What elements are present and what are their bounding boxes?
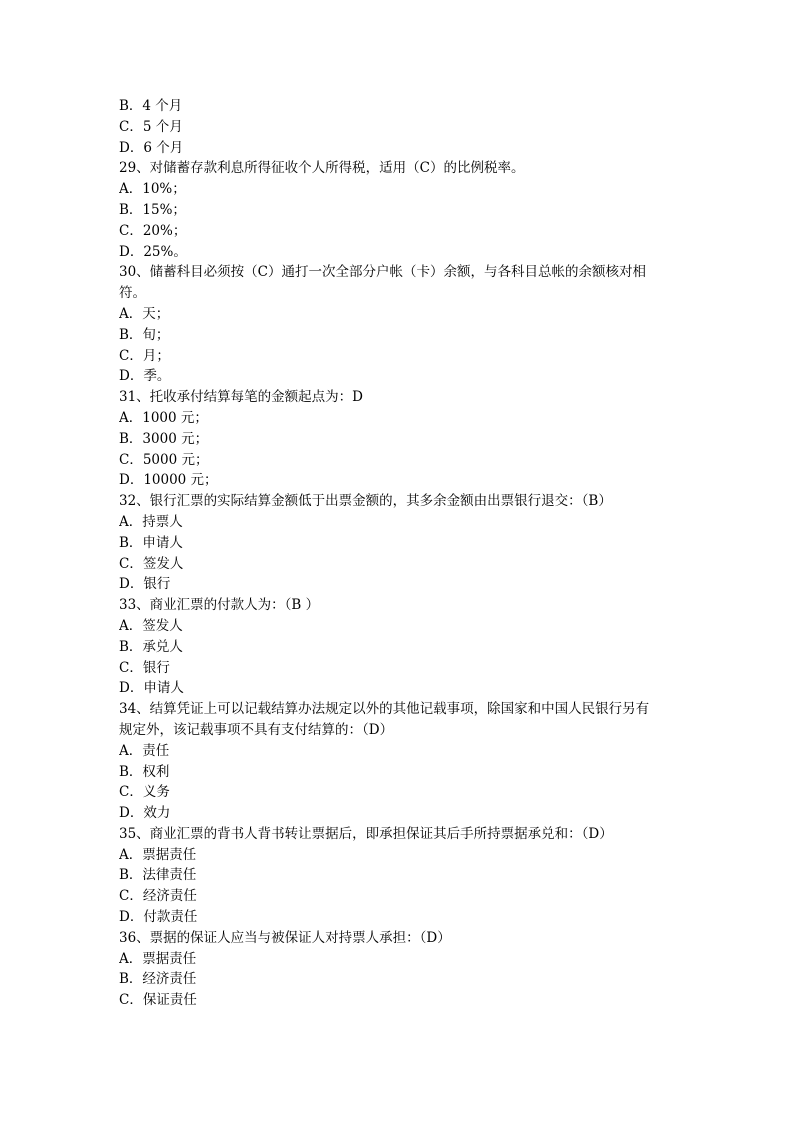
option-line: C．经济责任	[119, 888, 197, 905]
question-30-continued: 符。	[119, 285, 146, 302]
question-29: 29、对储蓄存款利息所得征收个人所得税，适用（C）的比例税率。	[119, 160, 525, 177]
option-line: B．15%；	[119, 201, 186, 218]
option-line: D．效力	[119, 805, 171, 822]
option-line: B．承兑人	[119, 638, 183, 655]
option-line: D．6 个月	[119, 139, 184, 156]
option-line: B．旬；	[119, 326, 170, 343]
option-line: A．天；	[119, 305, 170, 322]
question-31: 31、托收承付结算每笔的金额起点为：D	[119, 389, 364, 406]
option-line: D．季。	[119, 368, 171, 385]
option-line: B．3000 元；	[119, 430, 209, 447]
question-33: 33、商业汇票的付款人为：（B ）	[119, 597, 320, 614]
option-line: D．25%。	[119, 243, 187, 260]
option-line: A．票据责任	[119, 846, 197, 863]
option-line: A．持票人	[119, 513, 183, 530]
option-line: A．票据责任	[119, 950, 197, 967]
option-line: D．10000 元；	[119, 472, 218, 489]
option-line: B．4 个月	[119, 98, 183, 114]
option-line: C．银行	[119, 659, 170, 676]
question-35: 35、商业汇票的背书人背书转让票据后，即承担保证其后手所持票据承兑和：（D）	[119, 825, 613, 842]
option-line: B．法律责任	[119, 867, 197, 884]
option-line: D．申请人	[119, 680, 184, 697]
option-line: C．月；	[119, 347, 170, 364]
option-line: B．权利	[119, 763, 170, 780]
option-line: B．经济责任	[119, 971, 197, 988]
document-body	[119, 96, 679, 1011]
question-34-continued: 规定外，该记载事项不具有支付结算的：（D）	[119, 721, 394, 738]
option-line: A．1000 元；	[119, 409, 208, 426]
option-line: C．签发人	[119, 555, 184, 572]
question-36: 36、票据的保证人应当与被保证人对持票人承担：（D）	[119, 929, 451, 946]
option-line: C．20%；	[119, 222, 187, 239]
question-34: 34、结算凭证上可以记载结算办法规定以外的其他记载事项，除国家和中国人民银行另有	[119, 701, 650, 718]
option-line: A．责任	[119, 742, 170, 759]
option-line: C．5 个月	[119, 118, 183, 135]
option-line: A．签发人	[119, 617, 183, 634]
question-32: 32、银行汇票的实际结算金额低于出票金额的，其多余金额由出票银行退交：（B）	[119, 493, 612, 510]
option-line: A．10%；	[119, 181, 186, 198]
option-line: C．保证责任	[119, 992, 197, 1009]
option-line: D．付款责任	[119, 909, 198, 926]
option-line: B．申请人	[119, 534, 183, 551]
question-30: 30、储蓄科目必须按（C）通打一次全部分户帐（卡）余额，与各科目总帐的余额核对相	[119, 264, 647, 281]
option-line: D．银行	[119, 576, 171, 593]
option-line: C．5000 元；	[119, 451, 209, 468]
option-line: C．义务	[119, 784, 170, 801]
